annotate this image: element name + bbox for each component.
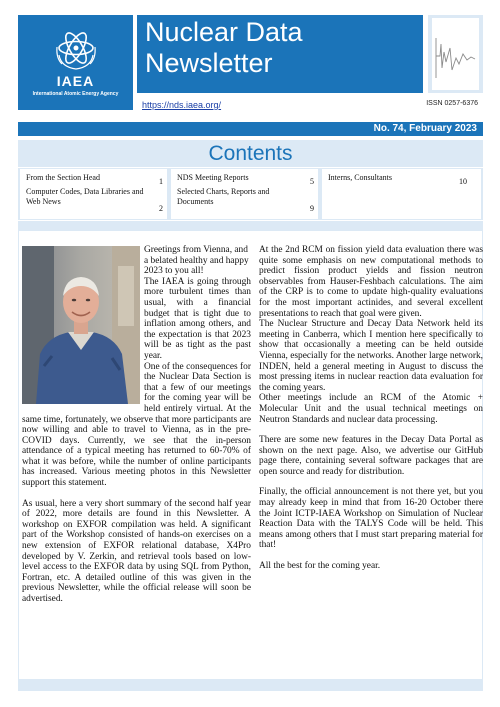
toc-item-meeting-reports[interactable] [171, 169, 318, 187]
toc-item-label: Interns, Consultants [328, 173, 392, 182]
title-line-2: Newsletter [145, 48, 273, 78]
paragraph-summary: As usual, here a very short summary of the second half year of 2022, more details are found in this Newsletter. A workshop on EXFOR compilation was held. A significant part of the Workshop consisted of hands-on exercises on a new extension of EXFOR relational database, X4Pro developed by V. Zerkin, and retrieval tools based on low-level access to the EXFOR data by using SQL from Python, Fortran, etc. A detailed outline of this was given in the previous Newsletter, while the official release will soon be advertised. [22, 498, 251, 604]
article-frame [18, 221, 483, 691]
article-column-left [22, 245, 251, 605]
toc-item-label: NDS Meeting Reports [177, 173, 249, 182]
paragraph-greeting: Greetings from Vienna, and a belated healthy and happy 2023 to you all! [144, 245, 249, 277]
toc-column-3 [322, 169, 481, 219]
masthead [18, 15, 483, 110]
paragraph-network-meeting: The Nuclear Structure and Decay Data Network held its meeting in Canberra, which I mention here specifically to show that occasionally a meeting can be held outside Vienna, especially for the networks. Another large network, INDEN, held a general meeting in August to discuss the most pressing items in nuclear reaction data evaluation for the coming years. [259, 319, 483, 393]
org-name: IAEA [56, 73, 95, 89]
spectrum-thumbnail [428, 15, 483, 93]
iaea-logo [18, 15, 133, 110]
toc-item-charts-reports[interactable] [171, 187, 318, 217]
contents-title: Contents [208, 142, 293, 165]
toc-item-page: 10 [459, 177, 467, 186]
footer-bar [18, 681, 483, 691]
spectrum-plot-icon [432, 18, 479, 90]
toc-column-1 [20, 169, 167, 219]
issue-number: No. 74, February 2023 [373, 123, 477, 134]
toc-item-label: Selected Charts, Reports and Documents [177, 187, 270, 206]
paragraph-workshop-announcement: Finally, the official announcement is not there yet, but you may already keep in mind that from 16-20 October there the Joint ICTP-IAEA Workshop on Simulation of Nuclear Reaction Data with the TALYS Code will be held. This means among others that I must start preparing material for that! [259, 487, 483, 551]
toc-item-page: 9 [310, 204, 314, 213]
toc-item-interns[interactable] [322, 169, 481, 187]
toc-item-page: 2 [159, 204, 163, 213]
paragraph-decay-portal: There are some new features in the Decay Data Portal as shown on the next page. Also, we advertise our GitHub page there, containing several software packages that are open source and ready for distribution. [259, 435, 483, 477]
article-column-right [259, 245, 483, 572]
issue-bar [18, 122, 483, 136]
toc-item-label: From the Section Head [26, 173, 100, 182]
toc-column-2 [171, 169, 318, 219]
paragraph-consequences: One of the consequences for the Nuclear Data Section is that a few of our meetings for the coming year will be held entirely virtual. At the same time, fortunately, we observe that more participants are now willing and able to travel to Vienna, as in the pre-COVID days. Currently, we see that the in-person attendance of a typical meeting has returned to 60-70% of what it was before, while the number of online participants has increased. Various meeting photos in this Newsletter support this statement. [22, 361, 251, 489]
paragraph-other-meetings: Other meetings include an RCM of the Atomic + Molecular Unit and the usual technical meetings on Neutron Standards and nuclear data processing. [259, 393, 483, 425]
table-of-contents [18, 168, 483, 220]
paragraph-budget: The IAEA is going through more turbulent times than usual, with a financial budget that is tight due to inflation among others, and the expectation is that 2023 will be as tight as the past year. [144, 276, 251, 361]
title-banner [137, 15, 423, 93]
toc-item-page: 5 [310, 177, 314, 186]
issn-number: ISSN 0257-6376 [426, 100, 478, 107]
article-body [19, 231, 482, 679]
paragraph-closing: All the best for the coming year. [259, 561, 381, 572]
newsletter-title [145, 17, 303, 79]
org-subtitle: International Atomic Energy Agency [32, 91, 119, 97]
website-link[interactable]: https://nds.iaea.org/ [142, 100, 222, 110]
toc-item-section-head[interactable] [20, 169, 167, 187]
paragraph-rcm-fission: At the 2nd RCM on fission yield data evaluation there was quite some emphasis on new computational methods to predict fission product yields and fission neutron observables from Hauser-Feshbach calculations. The aim of the CRP is to come to update high-quality evaluations for the most important actinides, and several excellent presentations to reach that goal were given. [259, 245, 483, 319]
contents-header [18, 140, 483, 167]
toc-item-page: 1 [159, 177, 163, 186]
title-line-1: Nuclear Data [145, 17, 303, 47]
toc-item-computer-codes[interactable] [20, 187, 167, 217]
toc-item-label: Computer Codes, Data Libraries and Web News [26, 187, 144, 206]
atom-emblem-icon [53, 25, 99, 71]
